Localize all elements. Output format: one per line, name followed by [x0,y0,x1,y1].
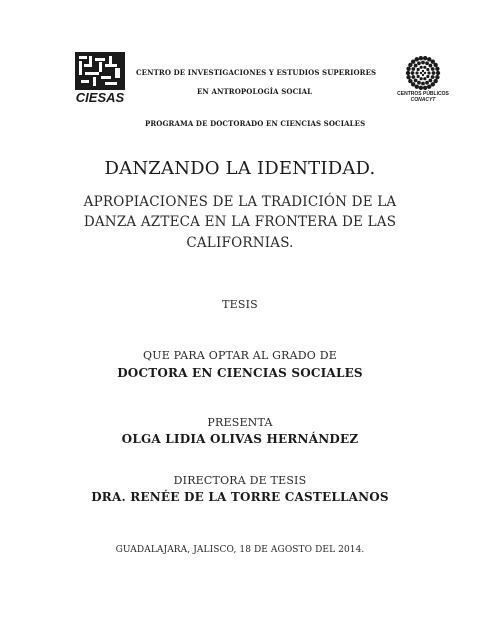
ciesas-logo [75,52,125,104]
thesis-title: DANZANDO LA IDENTIDAD. [104,158,376,179]
director-label: DIRECTORA DE TESIS [173,474,307,487]
institution-line1: CENTRO DE INVESTIGACIONES Y ESTUDIOS SUPERIORES [136,68,377,77]
institution-line2: EN ANTROPOLOGÍA SOCIAL [197,87,313,96]
conacyt-logo [395,56,451,108]
conacyt-line2: CONACYT [410,97,436,103]
program-line: PROGRAMA DE DOCTORADO EN CIENCIAS SOCIALES [145,119,366,128]
place-date: GUADALAJARA, JALISCO, 18 DE AGOSTO DEL 2014. [115,545,365,555]
conacyt-dots-icon [395,56,451,92]
ciesas-logo-text: CIESAS [75,90,125,104]
director-name: DRA. RENÉE DE LA TORRE CASTELLANOS [91,490,389,504]
degree-intro: QUE PARA OPTAR AL GRADO DE [143,349,337,362]
thesis-label: TESIS [222,298,258,311]
conacyt-line1: CENTROS PÚBLICOS [397,91,449,97]
degree-name: DOCTORA EN CIENCIAS SOCIALES [117,366,363,380]
thesis-subtitle-line2: DANZA AZTECA EN LA FRONTERA DE LAS [83,214,397,230]
author-label: PRESENTA [207,416,273,429]
thesis-subtitle-line1: APROPIACIONES DE LA TRADICIÓN DE LA [83,194,397,210]
author-name: OLGA LIDIA OLIVAS HERNÁNDEZ [121,432,359,446]
thesis-subtitle-line3: CALIFORNIAS. [186,235,294,251]
